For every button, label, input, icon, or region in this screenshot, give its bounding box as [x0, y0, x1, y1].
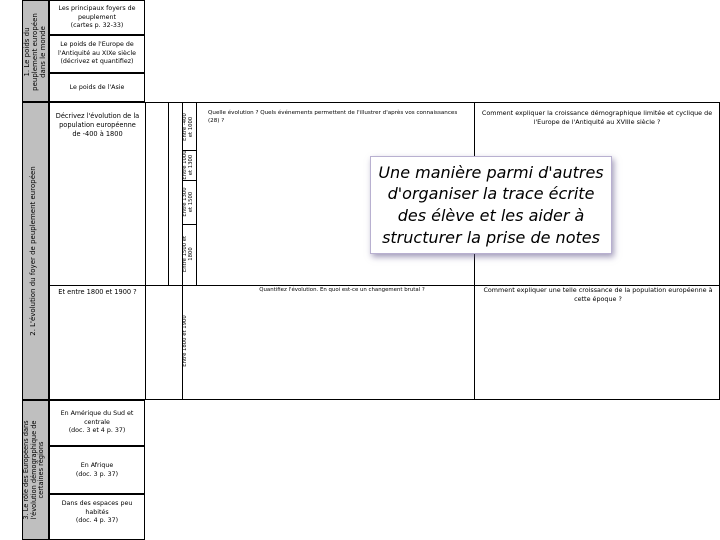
question-croissance-limitee: Comment expliquer la croissance démographique limitée et cyclique de l'Europe de l'Antiquité au XVIIIe siècle ?: [481, 109, 713, 126]
period-1300-1500: Entre 1300 et 1500: [182, 187, 195, 217]
period-minus400-1000: Entre -400 et 1000: [182, 113, 195, 141]
question-quantify: Quantifiez l'évolution. En quoi est-ce un changement brutal ?: [259, 287, 425, 293]
question-evolution: Quelle évolution ? Quels événements permettent de l'illustrer d'après vos connaissances (28) ?: [208, 110, 458, 124]
period-1800-1900: Entre 1800 et 1900: [182, 315, 188, 367]
period-1000-1300: Entre 1000 et 1300: [182, 150, 195, 180]
label-amerique: En Amérique du Sud et centrale (doc. 3 et 4 p. 37): [60, 410, 134, 434]
period-1500-1800: Entre 1500 et 1800: [182, 235, 195, 273]
question-1800-1900: Et entre 1800 et 1900 ?: [58, 288, 137, 296]
label-espaces-peu-habites: Dans des espaces peu habités (doc. 4 p. 37): [61, 500, 133, 524]
question-explain-growth: Comment expliquer une telle croissance de la population européenne à cette époque ?: [483, 286, 713, 303]
label-afrique: En Afrique (doc. 3 p. 37): [75, 462, 119, 478]
label-foyers-peuplement: Les principaux foyers de peuplement (cartes p. 32-33): [58, 5, 136, 29]
section-3-title: 3. Le rôle des Européens dans l'évolution démographique de certaines régions: [22, 420, 46, 520]
section-1-title: 1. Le poids du peuplement européen dans le monde: [23, 13, 48, 91]
section-2-title: 2. L'évolution du foyer de peuplement européen: [29, 166, 37, 336]
describe-evolution-label: Décrivez l'évolution de la population européenne de -400 à 1800: [55, 112, 140, 138]
label-poids-europe: Le poids de l'Europe de l'Antiquité au XIXe siècle (décrivez et quantifiez): [58, 41, 136, 65]
label-poids-asie: Le poids de l'Asie: [69, 84, 125, 91]
callout-note: Une manière parmi d'autres d'organiser la trace écrite des élève et les aider à structurer la prise de notes: [370, 156, 612, 254]
